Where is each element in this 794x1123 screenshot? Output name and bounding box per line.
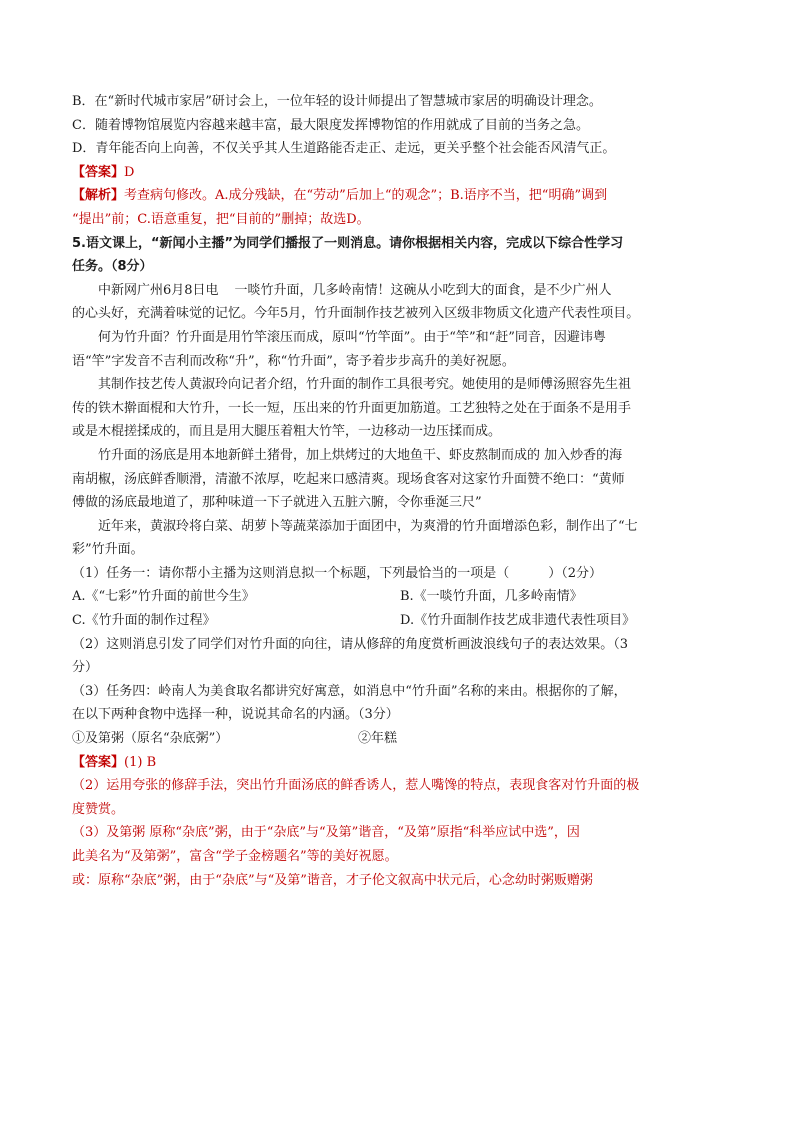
task-3-option-1: ①及第粥（原名“杂底粥”） <box>72 731 229 747</box>
answer-tag: 【答案】 <box>72 754 125 770</box>
news-p1-line-2: 的心头好，充满着味觉的记忆。今年5月，竹升面制作技艺被列入区级非物质文化遗产代表性项目。 <box>72 306 640 322</box>
q5-stem-line-1: 5.语文课上，“新闻小主播”为同学们播报了一则消息。请你根据相关内容，完成以下综合性学习 <box>72 235 624 251</box>
news-p4-line-3: 傅做的汤底最地道了，那种味道一下子就进入五脏六腑，令你垂涎三尺” <box>72 495 482 511</box>
q5-answer-1 <box>72 751 684 775</box>
news-p5-line-2: 彩”竹升面。 <box>72 542 144 558</box>
news-p5-line-1: 近年来，黄淑玲将白菜、胡萝卜等蔬菜添加于面团中，为爽滑的竹升面增添色彩，制作出了“七 <box>98 518 638 534</box>
news-p3-line-2: 传的铁木擀面棍和大竹升，一长一短，压出来的竹升面更加筋道。工艺独特之处在于面条不是用手 <box>72 400 632 416</box>
answer-tag: 【答案】 <box>72 164 125 180</box>
q5-answer-2-line-2: 度赞赏。 <box>72 801 125 817</box>
task-1-option-d: D.《竹升面制作技艺成非遗代表性项目》 <box>400 613 636 629</box>
news-p2-line-2: 语“竿”字发音不吉利而改称“升”，称“竹升面”，寄予着步步高升的美好祝愿。 <box>72 353 515 369</box>
task-3-line-2: 在以下两种食物中选择一种，说说其命名的内涵。（3分） <box>72 707 399 723</box>
q4-option-c: C．随着博物馆展览内容越来越丰富，最大限度发挥博物馆的作用就成了目前的当务之急。 <box>72 117 589 133</box>
answer-value: D <box>124 164 135 180</box>
news-p1-line-1 <box>72 279 684 303</box>
q5-answer-3-line-2: 此美名为“及第粥”，富含“学子金榜题名”等的美好祝愿。 <box>72 849 398 864</box>
q4-option-d: D．青年能否向上向善，不仅关乎其人生道路能否走正、走远，更关乎整个社会能否风清气正。 <box>72 141 616 157</box>
q5-stem-line-2: 任务。（8分） <box>72 259 153 275</box>
task-3-options <box>72 727 684 751</box>
task-1-options-row-2 <box>72 609 684 633</box>
task-3-option-2: ②年糕 <box>358 731 398 747</box>
news-p3-line-1: 其制作技艺传人黄淑玲向记者介绍，竹升面的制作工具很考究。她使用的是师傅汤照容先生祖 <box>98 377 632 393</box>
q5-answer-3-line-3: 或：原称“杂底”粥，由于“杂底”与“及第”谐音，才子伦文叙高中状元后，心念幼时粥贩赠粥 <box>72 872 593 888</box>
news-lead: 一啖竹升面，几多岭南情！这碗从小吃到大的面食，是不少广州人 <box>234 282 612 298</box>
news-dateline: 中新网广州6月8日电 <box>98 282 219 298</box>
news-p4-line-1: 竹升面的汤底是用本地新鲜土猪骨，加上烘烤过的大地鱼干、虾皮熬制而成的 加入炒香的海 <box>98 447 623 463</box>
q5-answer-2-line-1: （2）运用夸张的修辞手法，突出竹升面汤底的鲜香诱人，惹人嘴馋的特点，表现食客对竹升面的极 <box>72 778 640 794</box>
task-3-line-1: （3）任务四：岭南人为美食取名都讲究好寓意，如消息中“竹升面”名称的来由。根据你的了解， <box>72 683 627 699</box>
task-1-option-a: A.《“七彩”竹升面的前世今生》 <box>72 589 255 605</box>
q4-analysis-line-1 <box>72 184 684 208</box>
q4-option-b: B．在“新时代城市家居”研讨会上，一位年轻的设计师提出了智慧城市家居的明确设计理念。 <box>72 94 602 109</box>
task-1-option-c: C.《竹升面的制作过程》 <box>72 613 216 629</box>
news-p3-line-3: 或是木棍搓揉成的，而且是用大腿压着粗大竹竿，一边移动一边压揉而成。 <box>72 424 502 440</box>
answer-1-text: (1) B <box>124 754 157 770</box>
task-1: （1）任务一：请你帮小主播为这则消息拟一个标题，下列最恰当的一项是（ ）（2分） <box>72 565 603 581</box>
analysis-text: 考查病句修改。A.成分残缺，在“劳动”后加上“的观念”；B.语序不当，把“明确”调到 <box>124 188 608 204</box>
document-page <box>72 90 684 892</box>
q4-analysis-line-2: “提出”前；C.语意重复，把“目前的”删掉；故选D。 <box>72 211 370 227</box>
analysis-tag: 【解析】 <box>72 188 125 204</box>
q4-answer <box>72 161 684 185</box>
news-p4-line-2: 南胡椒，汤底鲜香顺滑，清澈不浓厚，吃起来口感清爽。现场食客对这家竹升面赞不绝口：“黄师 <box>72 471 625 487</box>
news-p2-line-1: 何为竹升面？竹升面是用竹竿滚压而成，原叫“竹竿面”。由于“竿”和“赶”同音，因避讳粤 <box>98 329 606 345</box>
q5-answer-3-line-1: （3）及第粥 原称“杂底”粥，由于“杂底”与“及第”谐音，“及第”原指“科举应试中选”，因 <box>72 825 580 841</box>
task-2-line-1: （2）这则消息引发了同学们对竹升面的向往，请从修辞的角度赏析画波浪线句子的表达效果。（3 <box>72 636 629 652</box>
task-1-option-b: B.《一啖竹升面，几多岭南情》 <box>400 589 583 605</box>
task-2-line-2: 分） <box>72 660 99 676</box>
task-1-options-row-1 <box>72 585 684 609</box>
